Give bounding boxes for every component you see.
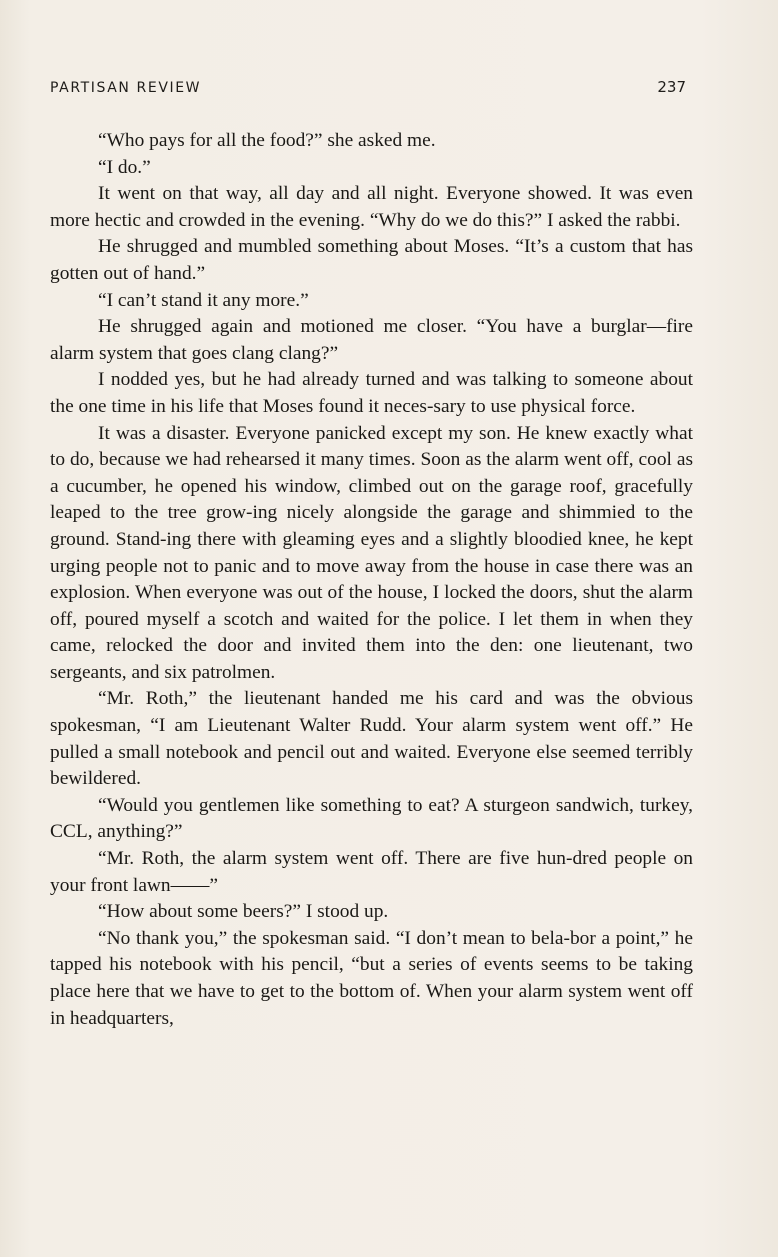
paragraph: He shrugged and mumbled something about Moses. “It’s a custom that has gotten out of hand.” <box>50 236 693 284</box>
journal-title: PARTISAN REVIEW <box>50 80 202 96</box>
paragraph: “I do.” <box>98 156 151 178</box>
paragraph: It went on that way, all day and all night. Everyone showed. It was even more hectic and crowded in the evening. “Why do we do this?” I asked the rabbi. <box>50 183 693 231</box>
body-text <box>50 128 693 1032</box>
paragraph: “How about some beers?” I stood up. <box>98 901 389 923</box>
paragraph: It was a disaster. Everyone panicked except my son. He knew exactly what to do, because we had rehearsed it many times. Soon as the alarm went off, cool as a cucumber, he opened his window, climbed out on the garage roof, gracefully leaped to the tree grow-ing nicely alongside the garage and shimmied to the ground. Stand-ing there with gleaming eyes and a slightly bloodied knee, he kept urging people not to panic and to move away from the house in case there was an explosion. When everyone was out of the house, I locked the doors, shut the alarm off, poured myself a scotch and waited for the police. I let them in when they came, relocked the door and invited them into the den: one lieutenant, two sergeants, and six patrolmen. <box>50 422 693 683</box>
paragraph: “Who pays for all the food?” she asked me. <box>98 130 436 151</box>
paragraph: “I can’t stand it any more.” <box>98 289 309 311</box>
paragraph: He shrugged again and motioned me closer. “You have a burglar—fire alarm system that goes clang clang?” <box>50 316 693 364</box>
paragraph: “No thank you,” the spokesman said. “I don’t mean to bela-bor a point,” he tapped his notebook with his pencil, “but a series of events seems to be taking place here that we have to get to the bottom of. When your alarm system went off in headquarters, <box>50 927 693 1029</box>
paragraph: “Would you gentlemen like something to eat? A sturgeon sandwich, turkey, CCL, anything?” <box>50 794 693 843</box>
page-number: 237 <box>657 78 686 96</box>
paragraph: “Mr. Roth, the alarm system went off. There are five hun-dred people on your front lawn——” <box>50 848 693 896</box>
paragraph: “Mr. Roth,” the lieutenant handed me his card and was the obvious spokesman, “I am Lieutenant Walter Rudd. Your alarm system went off.” He pulled a small notebook and pencil out and waited. Everyone else seemed terribly bewildered. <box>50 688 693 790</box>
running-head <box>50 78 686 100</box>
paragraph: I nodded yes, but he had already turned and was talking to someone about the one time in his life that Moses found it neces-sary to use physical force. <box>50 369 693 417</box>
